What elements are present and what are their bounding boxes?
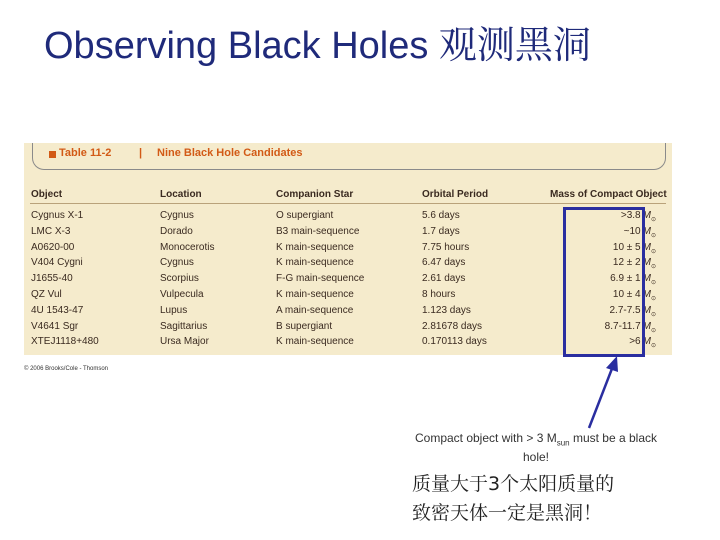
table-separator: | [139, 147, 143, 159]
annotation-en-part1: Compact object with > 3 M [414, 431, 557, 445]
cell-object: J1655-40 [31, 273, 73, 285]
cell-mass-value: 8.7-11.7 [604, 320, 641, 332]
cell-companion: B3 main-sequence [276, 225, 360, 237]
table-title: Nine Black Hole Candidates [157, 147, 303, 159]
annotation-english [408, 431, 664, 465]
cell-object: V404 Cygni [31, 257, 83, 269]
slide-title: Observing Black Holes 观测黑洞 [44, 25, 591, 67]
cell-period: 8 hours [422, 288, 456, 300]
cell-location: Sagittarius [160, 320, 208, 332]
mass-highlight-box [563, 207, 645, 357]
annotation-en-sub: sun [556, 438, 570, 448]
cell-companion: F-G main-sequence [276, 273, 365, 285]
cell-period: 0.170113 days [422, 336, 487, 348]
table-banner [32, 143, 666, 170]
cell-location: Ursa Major [160, 336, 209, 348]
cell-mass-value: >6 [629, 336, 641, 348]
solar-mass-unit: $M_⊙$ [642, 225, 656, 239]
cell-location: Lupus [160, 304, 188, 316]
cell-companion: O supergiant [276, 210, 334, 221]
cell-location: Vulpecula [160, 288, 204, 300]
cell-mass-value: 10 ± 5 [612, 241, 641, 253]
cell-period: 2.81678 days [422, 320, 483, 332]
cell-companion: K main-sequence [276, 288, 354, 300]
copyright-credit: © 2006 Brooks/Cole - Thomson [24, 366, 109, 372]
cell-period: 2.61 days [422, 273, 466, 285]
cell-period: 7.75 hours [422, 241, 470, 253]
cell-mass-value: 10 ± 4 [612, 288, 641, 300]
cell-object: XTEJ1118+480 [31, 336, 99, 348]
solar-mass-unit: $M_⊙$ [642, 241, 656, 255]
cell-period: 6.47 days [422, 257, 466, 269]
cell-mass-value: 12 ± 2 [612, 257, 641, 269]
cell-object: Cygnus X-1 [31, 210, 84, 221]
header-mass: Mass of Compact Object [550, 189, 667, 200]
header-object: Object [31, 189, 63, 200]
solar-mass-unit: $M_⊙$ [642, 257, 656, 271]
cell-location: Monocerotis [160, 241, 215, 253]
cell-object: QZ Vul [31, 288, 62, 300]
solar-mass-unit: $M_⊙$ [642, 304, 656, 318]
cell-period: 1.123 days [422, 304, 471, 316]
cell-period: 5.6 days [422, 210, 460, 221]
cell-companion: K main-sequence [276, 257, 354, 269]
cell-object: A0620-00 [31, 241, 75, 253]
square-bullet-icon [49, 151, 56, 158]
cell-object: 4U 1543-47 [31, 304, 84, 316]
cell-companion: B supergiant [276, 320, 333, 332]
cell-mass-value: ~10 [623, 225, 641, 237]
annotation-cn-line2: 致密天体一定是黑洞！ [412, 502, 603, 524]
header-divider [30, 203, 666, 204]
annotation-en-part2: must be a black hole! [522, 431, 657, 465]
cell-location: Scorpius [160, 273, 199, 285]
solar-mass-unit: $M_⊙$ [642, 320, 656, 334]
cell-mass-value: 2.7-7.5 [609, 304, 641, 316]
cell-companion: K main-sequence [276, 336, 354, 348]
cell-location: Cygnus [160, 257, 194, 269]
cell-location: Dorado [160, 225, 193, 237]
solar-mass-unit: $M_⊙$ [642, 288, 656, 302]
header-companion: Companion Star [276, 189, 354, 200]
annotation-cn-line1: 质量大于3个太阳质量的 [412, 473, 615, 495]
header-period: Orbital Period [422, 189, 489, 200]
cell-object: V4641 Sgr [31, 320, 79, 332]
header-location: Location [160, 189, 202, 200]
solar-mass-unit: $M_⊙$ [642, 210, 656, 223]
cell-period: 1.7 days [422, 225, 460, 237]
table-number: Table 11-2 [59, 147, 112, 159]
cell-mass-value: >3.8 [620, 210, 641, 221]
cell-companion: A main-sequence [276, 304, 354, 316]
solar-mass-unit: $M_⊙$ [642, 273, 656, 287]
annotation-chinese [412, 470, 614, 528]
solar-mass-unit: $M_⊙$ [642, 336, 656, 350]
cell-mass-value: 6.9 ± 1 [610, 273, 641, 285]
cell-companion: K main-sequence [276, 241, 354, 253]
cell-object: LMC X-3 [31, 225, 71, 237]
cell-location: Cygnus [160, 210, 194, 221]
